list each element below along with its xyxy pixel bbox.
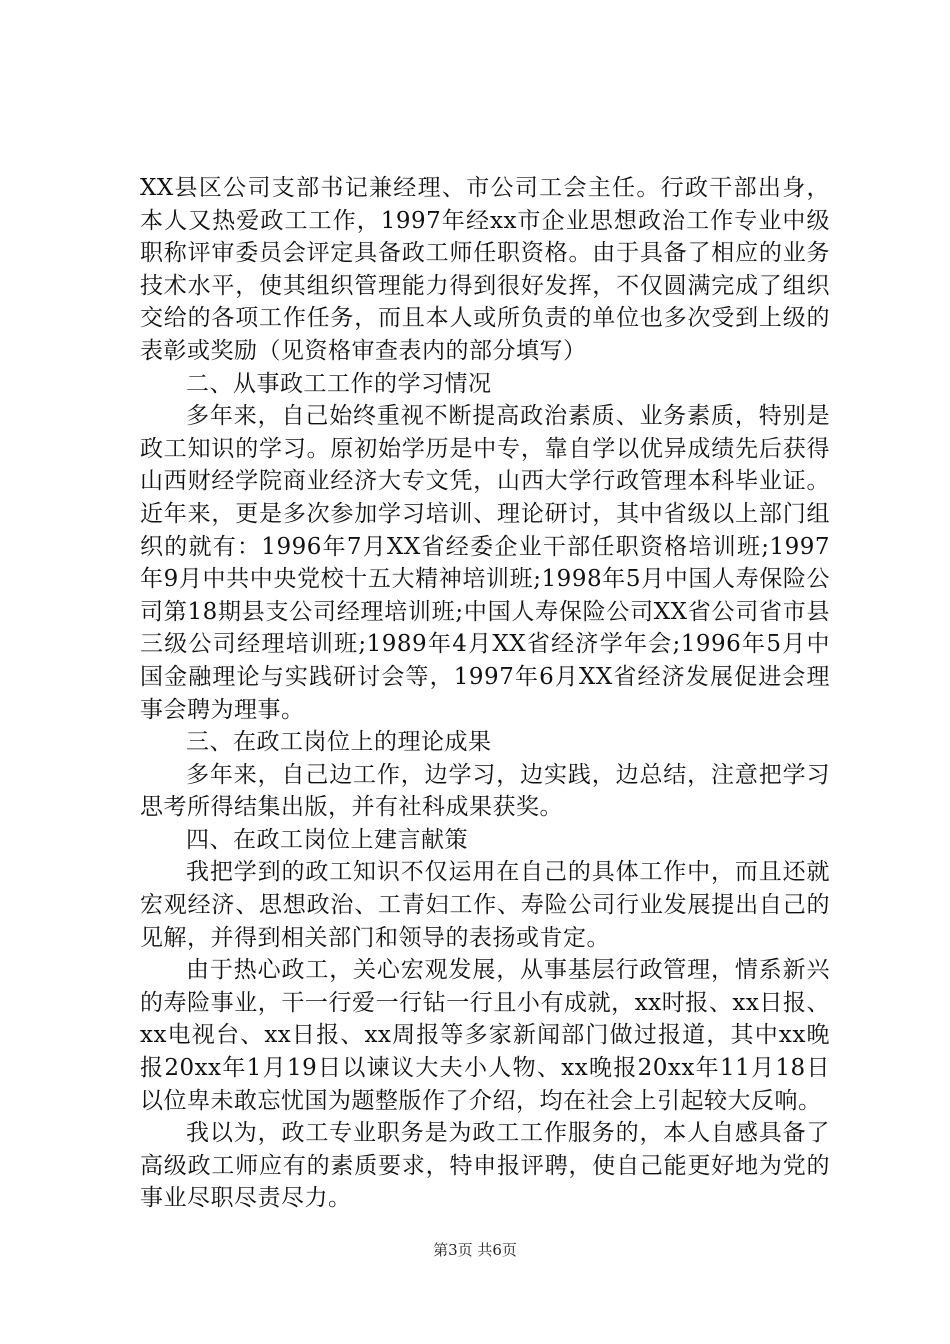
section-heading-4: 四、在政工岗位上建言献策 [186, 826, 468, 853]
section-heading-2: 二、从事政工工作的学习情况 [186, 370, 492, 397]
paragraph-advice: 我把学到的政工知识不仅运用在自己的具体工作中，而且还就宏观经济、思想政治、工青妇工作、寿险公司行业发展提出自己的见解，并得到相关部门和领导的表扬或肯定。 [140, 859, 830, 951]
paragraph-theory: 多年来，自己边工作，边学习，边实践，边总结，注意把学习思考所得结集出版，并有社科成果获奖。 [140, 761, 830, 821]
section-heading-3: 三、在政工岗位上的理论成果 [186, 729, 492, 756]
paragraph-conclusion: 我以为，政工专业职务是为政工工作服务的，本人自感具备了高级政工师应有的素质要求，特申报评聘，使自己能更好地为党的事业尽职尽责尽力。 [140, 1120, 830, 1212]
paragraph-media: 由于热心政工，关心宏观发展，从事基层行政管理，情系新兴的寿险事业，干一行爱一行钻一行且小有成就，xx时报、xx日报、xx电视台、xx日报、xx周报等多家新闻部门做过报道，其中xx晚报20xx年1月19日以谏议大夫小人物、xx晚报20xx年11月18日以位卑未敢忘忧国为题整版作了介绍，均在社会上引起较大反响。 [140, 957, 830, 1114]
page-number: 第3页 共6页 [433, 1241, 517, 1259]
paragraph-study: 多年来，自己始终重视不断提高政治素质、业务素质，特别是政工知识的学习。原初始学历是中专，靠自学以优异成绩先后获得山西财经学院商业经济大专文凭，山西大学行政管理本科毕业证。近年来，更是多次参加学习培训、理论研讨，其中省级以上部门组织的就有：1996年7月XX省经委企业干部任职资格培训班;1997年9月中共中央党校十五大精神培训班;1998年5月中国人寿保险公司第18期县支公司经理培训班;中国人寿保险公司XX省公司省市县三级公司经理培训班;1989年4月XX省经济学年会;1996年5月中国金融理论与实践研讨会等，1997年6月XX省经济发展促进会理事会聘为理事。 [140, 403, 830, 723]
paragraph-intro: XX县区公司支部书记兼经理、市公司工会主任。行政干部出身，本人又热爱政工工作，1997年经xx市企业思想政治工作专业中级职称评审委员会评定具备政工师任职资格。由于具备了相应的业务技术水平，使其组织管理能力得到很好发挥，不仅圆满完成了组织交给的各项工作任务，而且本人或所负责的单位也多次受到上级的表彰或奖励（见资格审查表内的部分填写） [140, 175, 830, 364]
document-body [140, 172, 830, 1215]
